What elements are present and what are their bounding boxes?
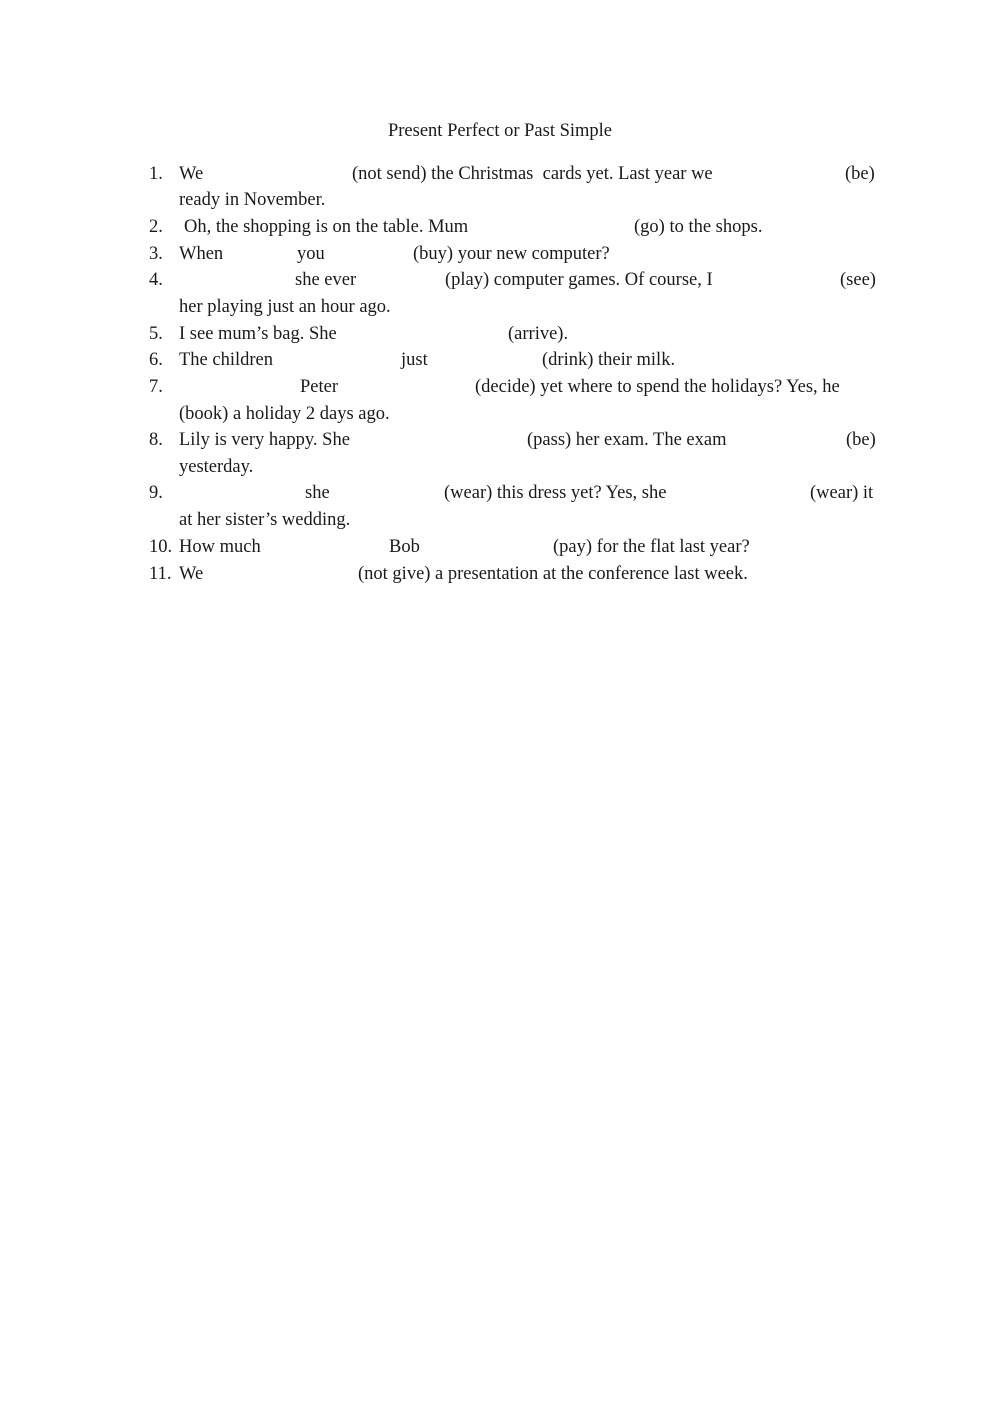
sentence-fragment: you xyxy=(297,244,325,264)
sentence-fragment: she ever xyxy=(295,270,357,290)
sentence-fragment: (buy) your new computer? xyxy=(413,244,610,264)
exercise-item-5 xyxy=(0,321,1000,347)
sentence-fragment: (pay) for the flat last year? xyxy=(553,537,750,557)
exercise-item-2 xyxy=(0,214,1000,240)
sentence-fragment: (book) a holiday 2 days ago. xyxy=(179,404,390,424)
exercise-item-4-continued xyxy=(0,294,1000,320)
verb-hint: (be) xyxy=(845,164,875,184)
exercise-item-7-continued xyxy=(0,401,1000,427)
item-number: 10. xyxy=(149,537,173,557)
exercise-item-10 xyxy=(0,534,1000,560)
sentence-fragment: (not give) a presentation at the conference last week. xyxy=(358,564,748,584)
sentence-fragment: (drink) their milk. xyxy=(542,350,676,370)
sentence-fragment: Lily is very happy. She xyxy=(179,430,350,450)
item-number: 2. xyxy=(149,217,163,237)
sentence-fragment: she xyxy=(305,483,330,503)
sentence-fragment: The children xyxy=(179,350,273,370)
sentence-fragment: her playing just an hour ago. xyxy=(179,297,391,317)
item-number: 1. xyxy=(149,164,163,184)
sentence-fragment: just xyxy=(401,350,428,370)
sentence-fragment: I see mum’s bag. She xyxy=(179,324,337,344)
sentence-fragment: We xyxy=(179,164,204,184)
verb-hint: (wear) it xyxy=(810,483,874,503)
exercise-item-1-continued xyxy=(0,187,1000,213)
sentence-fragment: Bob xyxy=(389,537,420,557)
item-number: 4. xyxy=(149,270,163,290)
sentence-fragment: (arrive). xyxy=(508,324,569,344)
item-number: 5. xyxy=(149,324,163,344)
exercise-item-8-continued xyxy=(0,454,1000,480)
page-title: Present Perfect or Past Simple xyxy=(387,121,612,141)
verb-hint: (see) xyxy=(840,270,876,290)
exercise-item-9-continued xyxy=(0,507,1000,533)
exercise-item-9 xyxy=(0,480,1000,506)
item-number: 9. xyxy=(149,483,163,503)
item-number: 11. xyxy=(149,564,172,584)
item-number: 6. xyxy=(149,350,163,370)
sentence-fragment: (pass) her exam. The exam xyxy=(527,430,727,450)
exercise-item-11 xyxy=(0,561,1000,587)
sentence-fragment: (play) computer games. Of course, I xyxy=(445,270,713,290)
sentence-fragment: Peter xyxy=(300,377,339,397)
sentence-fragment: (decide) yet where to spend the holidays? Yes, he xyxy=(475,377,840,397)
item-number: 7. xyxy=(149,377,163,397)
exercise-item-7 xyxy=(0,374,1000,400)
sentence-fragment: at her sister’s wedding. xyxy=(179,510,351,530)
sentence-fragment: yesterday. xyxy=(179,457,254,477)
sentence-fragment: (go) to the shops. xyxy=(634,217,763,237)
item-number: 8. xyxy=(149,430,163,450)
exercise-item-8 xyxy=(0,427,1000,453)
sentence-fragment: Oh, the shopping is on the table. Mum xyxy=(184,217,469,237)
exercise-item-4 xyxy=(0,267,1000,293)
verb-hint: (be) xyxy=(846,430,876,450)
sentence-fragment: We xyxy=(179,564,204,584)
exercise-item-1 xyxy=(0,161,1000,187)
sentence-fragment: ready in November. xyxy=(179,190,326,210)
sentence-fragment: When xyxy=(179,244,224,264)
sentence-fragment: How much xyxy=(179,537,261,557)
sentence-fragment: (wear) this dress yet? Yes, she xyxy=(444,483,667,503)
exercise-item-3 xyxy=(0,241,1000,267)
item-number: 3. xyxy=(149,244,163,264)
exercise-item-6 xyxy=(0,347,1000,373)
sentence-fragment: (not send) the Christmas cards yet. Last year we xyxy=(352,164,713,184)
